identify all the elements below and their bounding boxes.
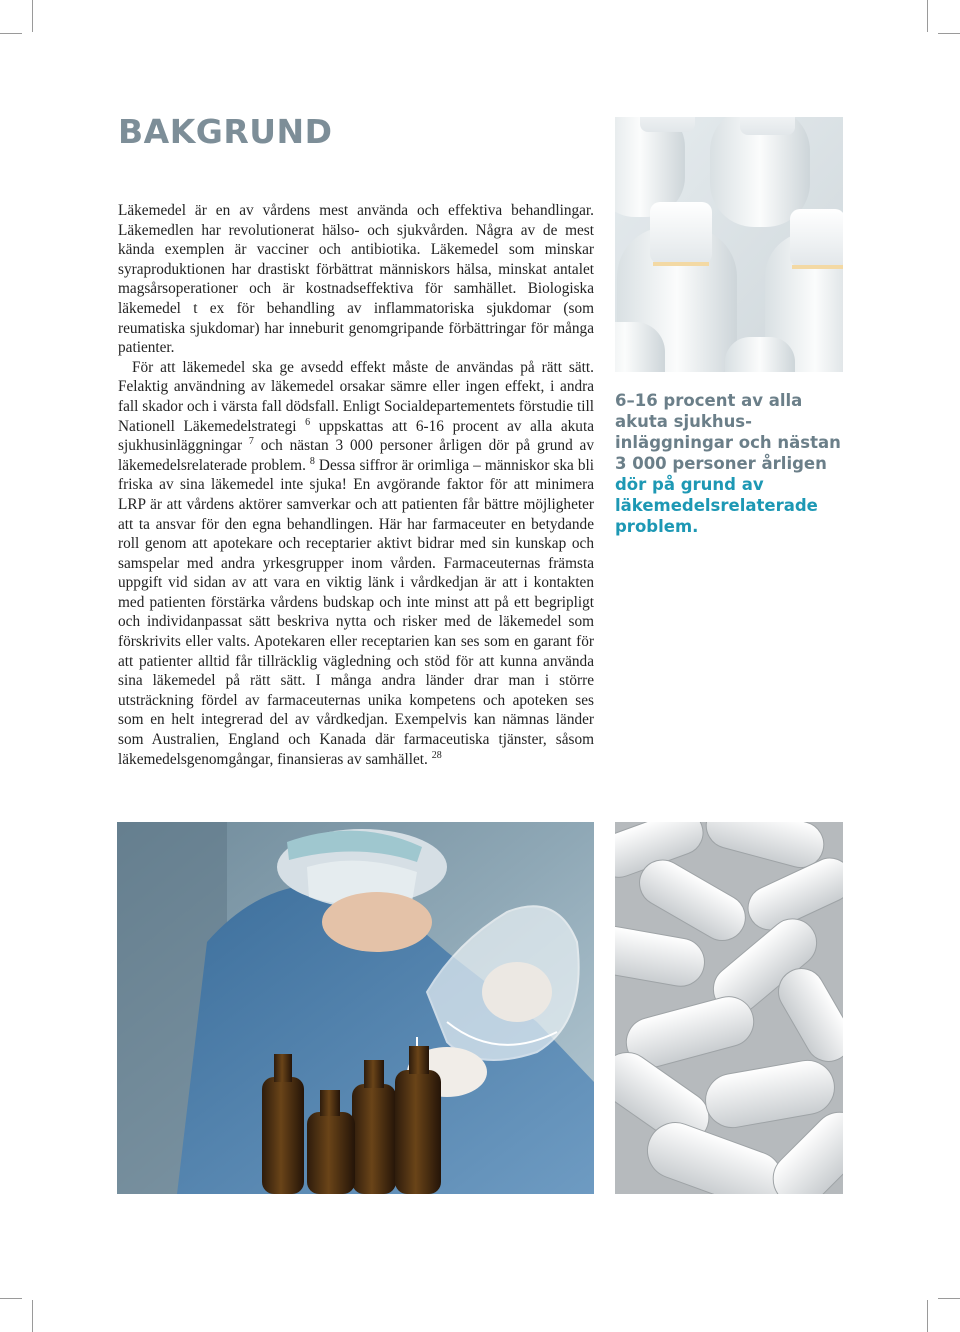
crop-mark [32, 1300, 33, 1332]
photo-lab-worker [117, 822, 594, 1194]
paragraph [118, 358, 594, 769]
crop-mark [938, 33, 960, 34]
page-title: BAKGRUND [118, 112, 333, 151]
pull-quote [615, 390, 855, 537]
footnote-ref: 6 [305, 416, 311, 428]
crop-mark [927, 0, 928, 32]
footnote-ref: 28 [431, 749, 442, 761]
quote-highlight: dör på grund av läkemedelsrelaterade problem. [615, 475, 818, 536]
crop-mark [927, 1300, 928, 1332]
text-run: För att läkemedel ska ge avsedd effekt måste de användas på rätt sätt. Felaktig användning av läkemedel orsakar sämre eller ingen effekt, i andra fall skador och i värsta fall dödsfall. Enligt Socialdepartementets förstudie till Nationell Läkemedelstrategi [118, 358, 594, 435]
footnote-ref: 7 [248, 436, 254, 448]
crop-mark [32, 0, 33, 32]
text-run: och nästan 3 000 personer årligen dör på grund av läkemedelsrelaterade problem. [118, 437, 594, 474]
crop-mark [0, 33, 22, 34]
body-text [118, 201, 594, 769]
footnote-ref: 8 [309, 455, 315, 467]
text-run: Dessa siffror är orimliga – människor ska bli friska av sina läkemedel inte sjuka! En avgörande faktor för att minimera LRP är att vårdens aktörer samverkar och att patienten får bättre möjligheter att ta ansvar för den egna behandlingen. Här har farmaceuter en betydande roll genom att apotekare och receptarier aktivt bidrar med sin kunskap och samspelar med andra yrkesgrupper inom vården. Farmaceuternas främsta uppgift vid sidan av att vara en viktig länk i vårdkedjan är att i kontakten med patienten förstärka vårdens budskap och inte minst att på ett begripligt och individanpassat sätt beskriva nytta och risker med de läkemedel som förskrivits eller valts. Apotekaren eller receptarien kan ses som en garant för att patienter alltid får tillräcklig vägledning och stöd för att kunna använda sina läkemedel på rätt sätt. I många andra länder drar man i större utsträckning fördel av farmaceuternas unika kompetens och apoteken ses som en helt integrerad del av vårdkedjan. Exempelvis kan nämnas länder som Australien, England och Kanada där farmaceutiska tjänster, såsom läkemedelsgenomgångar, finansieras av samhället. [118, 456, 594, 768]
crop-mark [938, 1298, 960, 1299]
paragraph: Läkemedel är en av vårdens mest använda och effektiva behandlingar. Läkemedlen har revolutionerat hälso- och sjukvården. Några av de mest kända exemplen är vacciner och antibiotika. Läkemedel som minskar syraproduktionen har drastiskt förbättrat människors hälsa, minskat antalet magsårsoperationer och är kostnadseffektiva för samhället. Biologiska läkemedel t ex för behandling av inflammatoriska sjukdomar (som reumatiska sjukdomar) har inneburit genomgripande förbättringar för många patienter. [118, 202, 594, 357]
crop-mark [0, 1298, 22, 1299]
text-run: uppskattas att 6-16 procent av alla akuta sjukhusinläggningar [118, 417, 594, 455]
photo-pills [615, 822, 843, 1194]
photo-bottles [615, 117, 843, 372]
quote-text: 6–16 procent av alla akuta sjukhusinläggningar och nästan 3 000 personer årligen [615, 391, 841, 473]
